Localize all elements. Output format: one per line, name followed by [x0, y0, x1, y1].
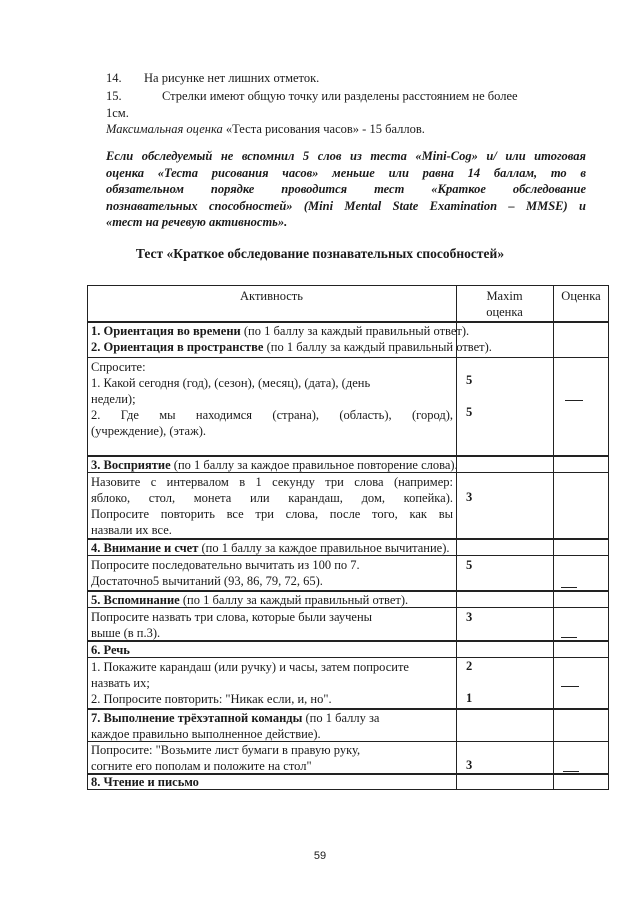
row-line: Достаточно5 вычитаний (93, 86, 79, 72, 65).	[91, 574, 323, 588]
list-item-14	[106, 70, 320, 86]
row-line: Назовите с интервалом в 1 секунду три слова (например:	[91, 475, 453, 489]
section-speech	[91, 642, 130, 658]
table-border	[87, 357, 609, 358]
row-speech	[91, 659, 455, 707]
max-score-value: 1	[466, 691, 473, 705]
instruction-line: познавательных способностей» (Mini Mental State Examination – MMSE) и	[106, 198, 586, 213]
section-heading: 2. Ориентация в пространстве	[91, 340, 264, 354]
row-line: Попросите повторить все три слова, после того, как вы	[91, 507, 453, 521]
row-line: выше (в п.3).	[91, 626, 161, 640]
header-max-line1: Maxim	[486, 289, 523, 303]
item-text: Стрелки имеют общую точку или разделены расстоянием не более	[162, 89, 518, 103]
instruction-line: оценка «Теста рисования часов» меньше или равна 14 баллам, то в	[106, 165, 586, 180]
section-reading-writing	[91, 774, 199, 790]
max-score-value: 5	[466, 373, 473, 387]
list-item-15-continuation: 1см.	[106, 106, 129, 120]
score-blank	[561, 637, 577, 638]
row-line: Попросите последовательно вычитать из 100 по 7.	[91, 558, 360, 572]
header-max-line2: оценка	[486, 305, 523, 319]
row-line: назвали их все.	[91, 523, 172, 537]
item-text: На рисунке нет лишних отметок.	[144, 71, 320, 85]
row-line: Попросите: "Возьмите лист бумаги в правую руку,	[91, 743, 361, 757]
section-heading: 5. Вспоминание	[91, 593, 180, 607]
section-orientation-time	[91, 323, 469, 339]
section-heading: 1. Ориентация во времени	[91, 324, 241, 338]
item-number: 15.	[106, 89, 122, 103]
row-three-step-command	[91, 742, 453, 774]
section-heading: 8. Чтение и письмо	[91, 775, 199, 789]
section-perception	[91, 457, 458, 473]
row-line: назвать их;	[91, 676, 150, 690]
instruction-line: Если обследуемый не вспомнил 5 слов из теста «Mini-Cog» и/ или итоговая	[106, 149, 586, 163]
instruction-paragraph	[106, 148, 586, 231]
section-heading: 4. Внимание и счет	[91, 541, 199, 555]
table-border	[87, 285, 609, 286]
table-border	[87, 657, 609, 658]
row-line: 1. Покажите карандаш (или ручку) и часы, затем попросите	[91, 660, 409, 674]
row-line: (учреждение), (этаж).	[91, 424, 206, 438]
max-score-label: Максимальная оценка	[106, 122, 223, 136]
max-score-value: 3	[466, 758, 473, 772]
section-note: (по 1 баллу за	[302, 711, 380, 725]
section-title: Тест «Краткое обследование познавательных способностей»	[135, 246, 505, 261]
row-line: яблоко, стол, монета или карандаш, дом, копейка).	[91, 491, 453, 505]
header-score: Оценка	[561, 289, 601, 303]
row-line: 2. Где мы находимся (страна), (область), (город),	[91, 408, 453, 422]
row-perception	[91, 474, 453, 538]
row-line: 2. Попросите повторить: "Никак если, и, но".	[91, 692, 332, 706]
row-attention	[91, 557, 453, 589]
max-score-value: 3	[466, 610, 473, 624]
row-line: недели);	[91, 392, 136, 406]
section-note: (по 1 баллу за каждое правильное повторение слова).	[170, 458, 458, 472]
row-line: Попросите назвать три слова, которые были заучены	[91, 610, 373, 624]
max-score-text: «Теста рисования часов» - 15 баллов.	[225, 122, 425, 136]
page-number: 59	[313, 850, 327, 862]
row-recall	[91, 609, 453, 641]
max-score-value: 5	[466, 405, 473, 419]
section-heading: 7. Выполнение трёхэтапной команды	[91, 711, 303, 725]
max-score-value: 5	[466, 558, 473, 572]
row-line: Спросите:	[91, 360, 146, 374]
section-attention	[91, 540, 450, 556]
section-three-step-command	[91, 710, 379, 726]
score-blank	[563, 771, 579, 772]
section-heading: 3. Восприятие	[91, 458, 171, 472]
max-score-value: 3	[466, 490, 473, 504]
score-blank	[561, 686, 579, 687]
max-score-value: 2	[466, 659, 473, 673]
section-note: (по 1 баллу за каждый правильный ответ).	[263, 340, 492, 354]
section-orientation-place	[91, 339, 492, 355]
score-blank	[561, 587, 577, 588]
header-activity: Активность	[240, 289, 303, 303]
max-score-line	[106, 121, 425, 137]
section-note: (по 1 баллу за каждый правильный ответ).	[240, 324, 470, 338]
section-note: (по 1 баллу за каждый правильный ответ).	[179, 593, 409, 607]
row-orientation-questions	[91, 359, 453, 439]
list-item-15	[106, 88, 518, 104]
instruction-line: «тест на речевую активность».	[106, 215, 288, 229]
mmse-table	[87, 285, 609, 790]
section-heading: 6. Речь	[91, 643, 130, 657]
section-note-continuation: каждое правильно выполненное действие).	[91, 727, 321, 741]
item-number: 14.	[106, 71, 122, 85]
row-line: согните его пополам и положите на стол"	[91, 759, 312, 773]
section-note: (по 1 баллу за каждое правильное вычитание).	[198, 541, 450, 555]
section-recall	[91, 592, 408, 608]
instruction-line: обязательном порядке проводится тест «Краткое обследование	[106, 182, 586, 196]
row-line: 1. Какой сегодня (год), (сезон), (месяц), (дата), (день	[91, 376, 371, 390]
score-blank	[565, 400, 583, 401]
